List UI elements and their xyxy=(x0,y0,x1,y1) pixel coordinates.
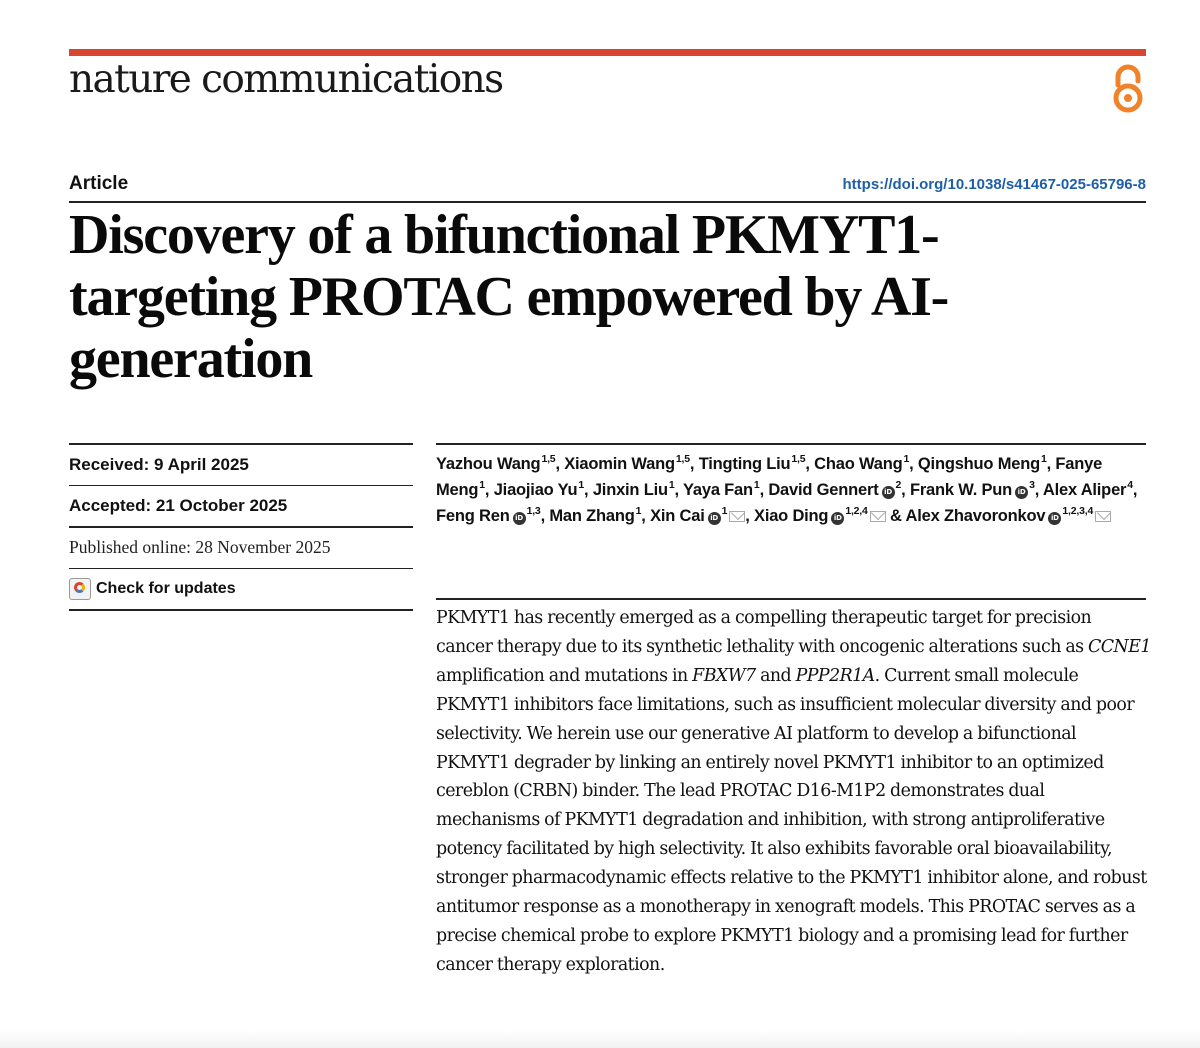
affiliation-numbers: 1 xyxy=(1040,453,1047,465)
check-updates-label: Check for updates xyxy=(96,580,236,597)
author-list: Yazhou Wang$^{1,5}$, Xiaomin Wang$^{1,5}$, Tingting Liu$^{1,5}$, Chao Wang$^1$, Qingshuo Meng$^1$, Fanye Meng$^1$, Jiaojiao Yu$^1$, Jinxin Liu$^1$, Yaya Fan$^1$, David Gennert $iD^2$, Frank W. Pun $iD^3$, Alex Aliper$^4$, Feng Ren iD$^{1,3}$, Man Zhang$^1$, Xin Cai $iD^1$ , Xiao Ding iD$^{1,2,4}$ & Alex Zhavoronkov iD$^{1,2,3,4}$ xyxy=(436,453,1138,525)
author-name: David Gennert xyxy=(768,481,879,499)
gene-name: PPP2R1A xyxy=(795,665,875,686)
affiliation-numbers: 1,5 xyxy=(675,453,690,465)
affiliation-numbers: 2 xyxy=(895,479,902,491)
author-name: Alex Zhavoronkov xyxy=(905,507,1046,525)
title-line: targeting PROTAC empowered by AI- xyxy=(69,266,949,328)
accepted-date: Accepted: 21 October 2025 xyxy=(69,496,288,515)
author[interactable] xyxy=(683,481,760,499)
orcid-icon[interactable]: iD xyxy=(831,512,844,525)
check-for-updates-button[interactable] xyxy=(69,578,236,600)
affiliation-numbers: 3 xyxy=(1029,479,1035,491)
author[interactable] xyxy=(754,507,886,525)
author[interactable] xyxy=(436,455,555,473)
gene-name: CCNE1 xyxy=(1088,636,1151,657)
abstract-divider xyxy=(436,598,1146,600)
author[interactable] xyxy=(549,507,641,525)
published-date: Published online: 28 November 2025 xyxy=(69,537,331,557)
affiliation-numbers: 1 xyxy=(578,479,585,491)
author-name: Fanye Meng xyxy=(436,455,1103,499)
author-name: Feng Ren xyxy=(436,507,510,525)
title-line: Discovery of a bifunctional PKMYT1- xyxy=(69,204,939,266)
author-name: Yaya Fan xyxy=(682,481,753,499)
author[interactable] xyxy=(910,481,1035,499)
orcid-icon[interactable]: iD xyxy=(1048,512,1061,525)
orcid-icon[interactable]: iD xyxy=(882,486,895,499)
author[interactable] xyxy=(436,507,541,525)
author[interactable] xyxy=(814,455,909,473)
journal-name[interactable]: nature communications xyxy=(69,57,503,102)
author-name: Jiaojiao Yu xyxy=(493,481,578,499)
orcid-icon[interactable]: iD xyxy=(513,512,526,525)
article-title xyxy=(69,204,1069,390)
abstract-text: . Current small molecule PKMYT1 inhibitors face limitations, such as insufficient molecular diversity and poor selectivity. We herein use our generative AI platform to develop a bifunctional PKMYT1 degrader by linking an entirely novel PKMYT1 inhibitor to an optimized cereblon (CRBN) binder. The lead PROTAC D16-M1P2 demonstrates dual mechanisms of PKMYT1 degradation and inhibition, with strong antiproliferative potency facilitated by high selectivity. It also exhibits favorable oral bioavailability, stronger pharmacodynamic effects relative to the PKMYT1 inhibitor alone, and robust antitumor response as a monotherapy in xenograft models. This PROTAC serves as a precise chemical probe to explore PKMYT1 biology and a promising lead for further cancer therapy exploration. xyxy=(436,665,1147,975)
affiliation-numbers: 1,5 xyxy=(541,453,556,465)
affiliation-numbers: 1,2,4 xyxy=(845,505,868,517)
affiliation-numbers: 1,2,3,4 xyxy=(1062,505,1094,517)
article-type-label: Article xyxy=(69,173,129,194)
email-icon[interactable] xyxy=(729,511,745,522)
author[interactable] xyxy=(918,455,1047,473)
email-icon[interactable] xyxy=(870,511,886,522)
author-name: Jinxin Liu xyxy=(592,481,668,499)
affiliation-numbers: 1 xyxy=(479,479,485,491)
affiliation-numbers: 1,5 xyxy=(791,453,806,465)
orcid-icon[interactable]: iD xyxy=(1015,486,1028,499)
abstract-text: PKMYT1 has recently emerged as a compelling therapeutic target for precision cancer therapy due to its synthetic lethality with oncogenic alterations such as xyxy=(436,608,1092,657)
affiliation-numbers: 1 xyxy=(721,505,728,517)
abstract-text: amplification and mutations in xyxy=(436,665,693,686)
orcid-icon[interactable]: iD xyxy=(708,512,721,525)
abstract-text: and xyxy=(755,665,796,686)
open-access-icon[interactable] xyxy=(1108,63,1148,115)
author[interactable] xyxy=(494,481,584,499)
authors-divider xyxy=(436,443,1146,445)
author-name: Chao Wang xyxy=(814,455,903,473)
affiliation-numbers: 1 xyxy=(753,479,760,491)
author[interactable] xyxy=(593,481,675,499)
title-line: generation xyxy=(69,328,313,390)
author-name: Xiao Ding xyxy=(754,507,829,525)
author-name: Xin Cai xyxy=(650,507,705,525)
check-updates-icon xyxy=(69,578,91,600)
affiliation-numbers: 1 xyxy=(668,479,675,491)
author[interactable] xyxy=(699,455,806,473)
author-name: Qingshuo Meng xyxy=(917,455,1040,473)
email-icon[interactable] xyxy=(1095,511,1111,522)
author-name: Xiaomin Wang xyxy=(564,455,675,473)
author[interactable] xyxy=(564,455,690,473)
affiliation-numbers: 1 xyxy=(635,505,642,517)
journal-accent-bar xyxy=(69,49,1146,56)
gene-name: FBXW7 xyxy=(692,665,756,686)
received-date: Received: 9 April 2025 xyxy=(69,454,249,474)
author-name: Frank W. Pun xyxy=(909,481,1013,499)
header-divider xyxy=(69,201,1146,203)
author-name: Yazhou Wang xyxy=(436,455,541,473)
author[interactable] xyxy=(906,507,1112,525)
author-name: Man Zhang xyxy=(549,507,635,525)
affiliation-numbers: 4 xyxy=(1127,479,1133,491)
author[interactable] xyxy=(768,481,901,499)
doi-link[interactable]: https://doi.org/10.1038/s41467-025-65796-8 xyxy=(842,176,1146,193)
publication-dates xyxy=(69,443,413,611)
author-name: Tingting Liu xyxy=(698,455,791,473)
author[interactable] xyxy=(650,507,745,525)
author-name: Alex Aliper xyxy=(1042,481,1127,499)
affiliation-numbers: 1,3 xyxy=(526,505,541,517)
author[interactable] xyxy=(1043,481,1133,499)
affiliation-numbers: 1 xyxy=(903,453,910,465)
divider xyxy=(69,609,413,611)
page-edge xyxy=(0,1030,1200,1048)
abstract xyxy=(436,604,1151,980)
